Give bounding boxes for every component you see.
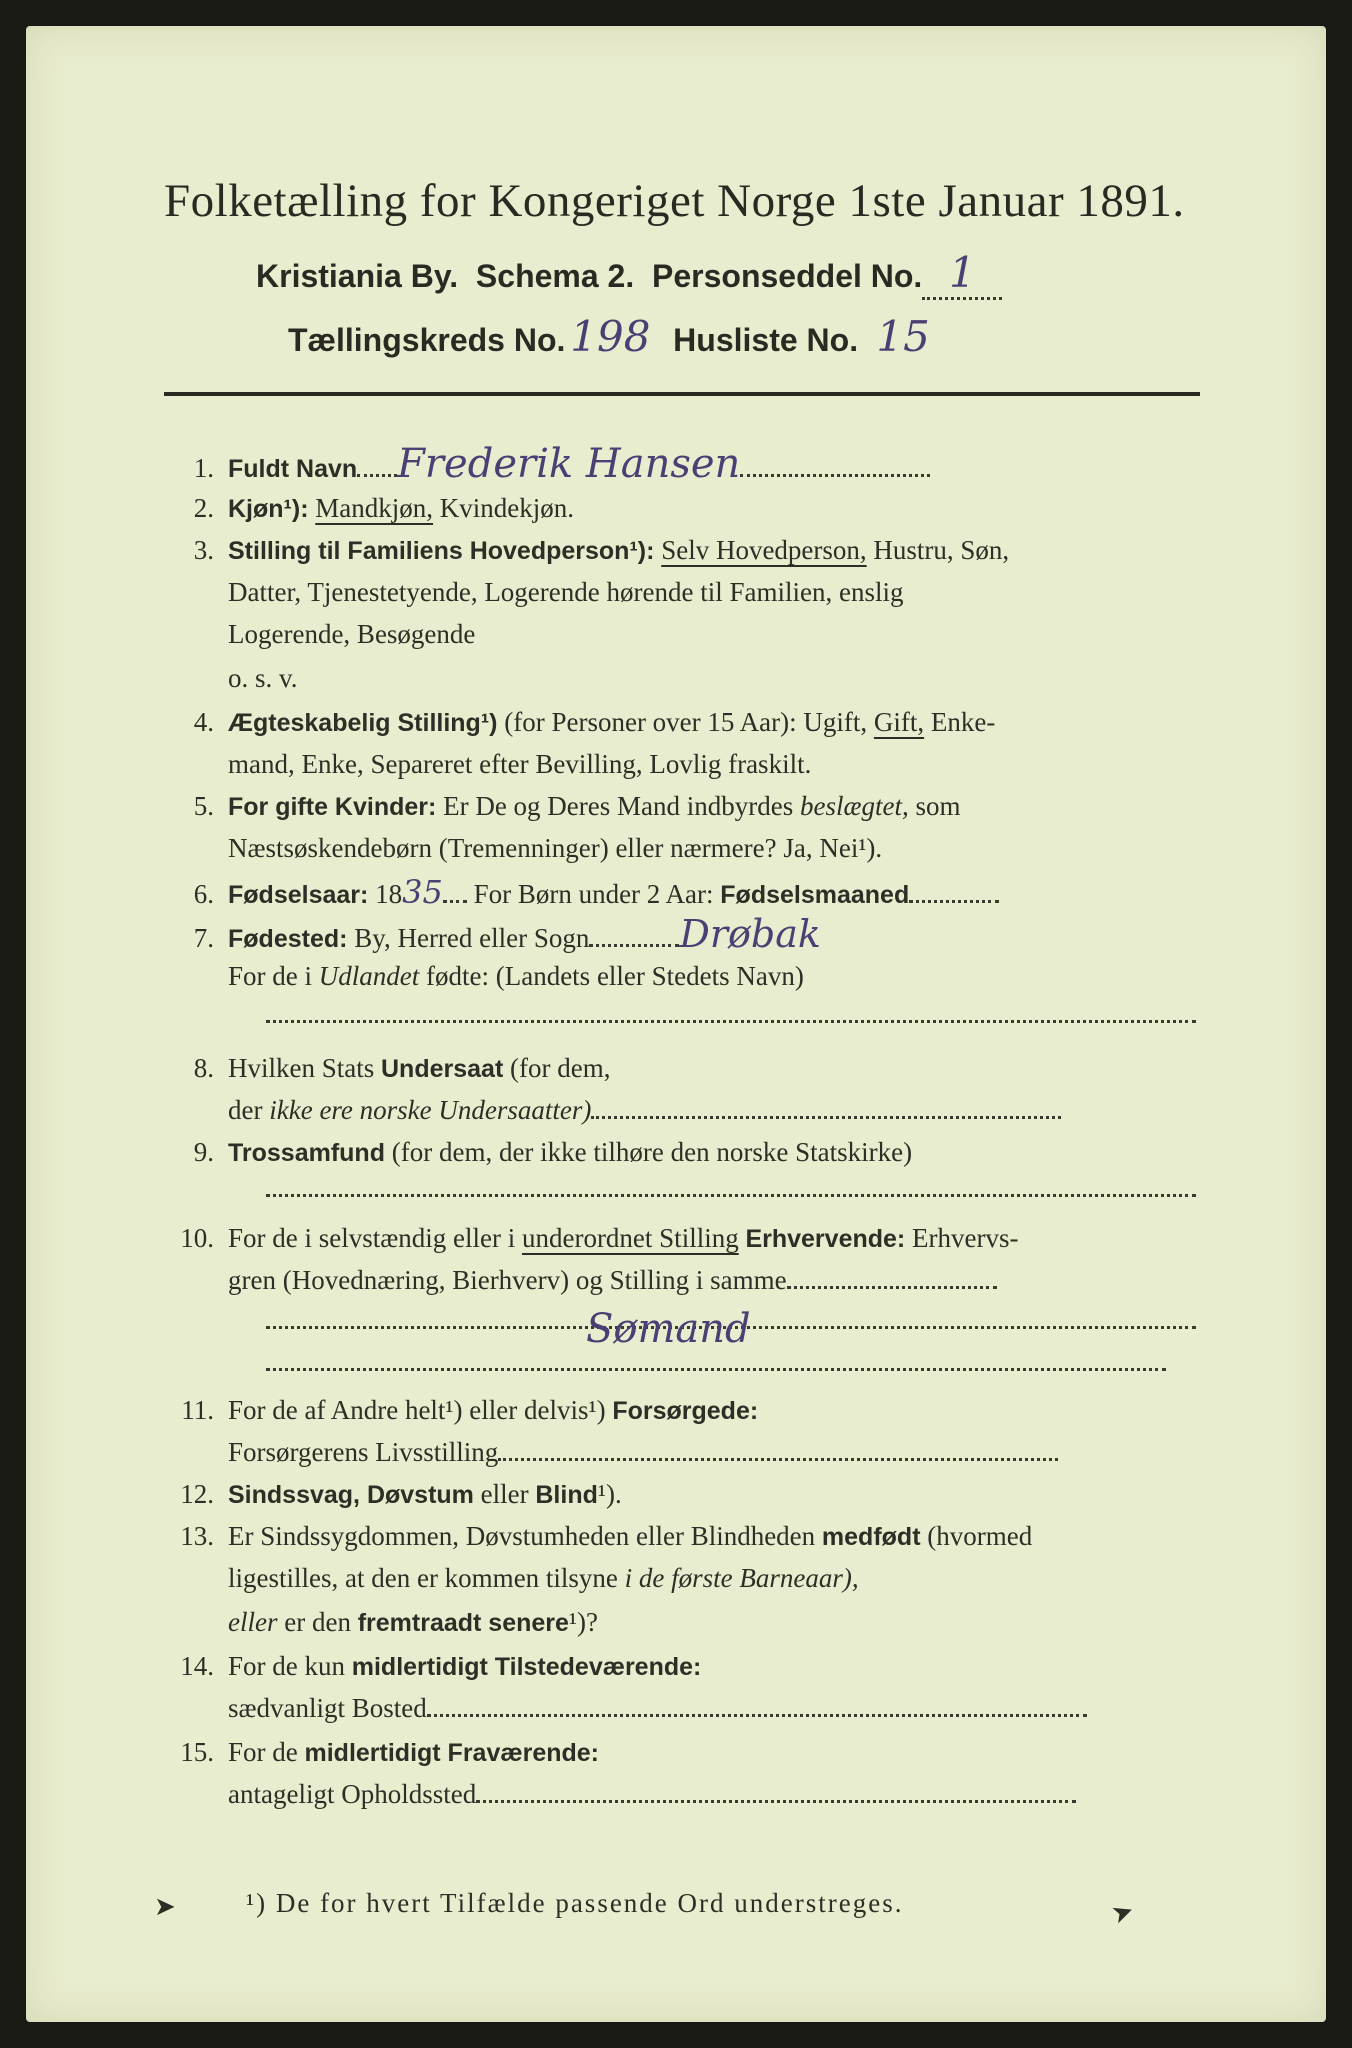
form-subheader xyxy=(256,248,1002,300)
form-title: Folketælling for Kongeriget Norge 1ste Januar 1891. xyxy=(164,175,1185,227)
item-11-supported: 11. For de af Andre helt¹) eller delvis¹) Forsørgede: xyxy=(181,1395,759,1425)
item-13-line-2: ligestilles, at den er kommen tilsyne i de første Barneaar), xyxy=(228,1563,859,1593)
arrow-left-mark: ➤ xyxy=(154,1892,176,1922)
item-10-occupation: 10. For de i selvstændig eller i underordnet Stilling Erhvervende: Erhvervs- xyxy=(180,1223,1019,1253)
occupation-value: Sømand xyxy=(586,1306,751,1352)
item-9-religion: 9. Trossamfund (for dem, der ikke tilhøre den norske Statskirke) xyxy=(193,1137,913,1167)
item-7-line-2: For de i Udlandet fødte: (Landets eller Stedets Navn) xyxy=(228,961,804,991)
header-divider xyxy=(164,392,1200,396)
item-3-line-4: o. s. v. xyxy=(228,663,298,693)
item-9-fill-line xyxy=(266,1192,1196,1197)
item-12-disabilities: 12. Sindssvag, Døvstum eller Blind¹). xyxy=(180,1479,622,1509)
husliste-label: Husliste No. xyxy=(673,322,859,358)
item-6-birth-year: 6. Fødselsaar: 1835 For Børn under 2 Aar: Fødselsmaaned xyxy=(156,872,1206,915)
item-14-temporary-present: 14. For de kun midlertidigt Tilstedeværende: xyxy=(180,1651,702,1681)
kreds-number: 198 xyxy=(570,312,651,361)
position-selected-option: Selv Hovedperson, xyxy=(661,535,867,565)
item-7-fill-line xyxy=(266,1018,1196,1023)
item-3-line-3: Logerende, Besøgende xyxy=(228,619,476,649)
occupation-selected-option: underordnet Stilling xyxy=(521,1223,739,1253)
item-7-birthplace: 7. Fødested: By, Herred eller Sogn Drøbak xyxy=(193,912,821,956)
item-15-line-2: antageligt Opholdssted xyxy=(156,1774,1278,1814)
item-1-full-name: 1. Fuldt Navn Frederik Hansen xyxy=(156,444,1206,489)
husliste-number: 15 xyxy=(876,312,930,361)
item-5-line-2: Næstsøskendebørn (Tremenninger) eller nærmere? Ja, Nei¹). xyxy=(228,833,883,863)
marital-selected-option: Gift, xyxy=(873,707,925,737)
birth-year-value: 35 xyxy=(402,873,443,911)
personseddel-number: 1 xyxy=(922,248,1002,300)
kreds-label: Tællingskreds No. xyxy=(288,322,566,358)
item-10-fill-line-2 xyxy=(266,1366,1166,1371)
item-4-line-2: mand, Enke, Separeret efter Bevilling, Lovlig fraskilt. xyxy=(228,749,812,779)
item-10-line-2: gren (Hovednæring, Bierhverv) og Stilling i samme xyxy=(156,1260,1278,1300)
personseddel-label: Personseddel No. xyxy=(652,258,923,294)
item-13-congenital: 13. Er Sindssygdommen, Døvstumheden eller Blindheden medfødt (hvormed xyxy=(180,1521,1033,1551)
sex-selected-option: Mandkjøn, xyxy=(315,493,434,523)
item-4-marital: 4. Ægteskabelig Stilling¹) (for Personer over 15 Aar): Ugift, Gift, Enke- xyxy=(193,707,996,737)
schema-label: Schema 2. xyxy=(475,258,635,294)
footnote: ¹) De for hvert Tilfælde passende Ord understreges. xyxy=(246,1888,904,1918)
birthplace-value: Drøbak xyxy=(679,912,821,956)
item-3-position: 3. Stilling til Familiens Hovedperson¹): Selv Hovedperson, Hustru, Søn, xyxy=(193,535,1010,565)
item-14-line-2: sædvanligt Bosted xyxy=(156,1688,1278,1728)
item-2-sex: 2. Kjøn¹): Mandkjøn, Kvindekjøn. xyxy=(193,493,575,523)
name-value: Frederik Hansen xyxy=(397,441,741,487)
item-15-temporary-absent: 15. For de midlertidigt Fraværende: xyxy=(180,1737,599,1767)
city-label: Kristiania By. xyxy=(256,258,459,294)
item-11-line-2: Forsørgerens Livsstilling xyxy=(156,1432,1278,1472)
item-3-line-2: Datter, Tjenestetyende, Logerende hørende til Familien, enslig xyxy=(228,577,904,607)
item-8-citizenship: 8. Hvilken Stats Undersaat (for dem, xyxy=(193,1053,611,1083)
arrow-right-mark: ➤ xyxy=(1107,1895,1139,1931)
item-5-married-women: 5. For gifte Kvinder: Er De og Deres Mand indbyrdes beslægtet, som xyxy=(193,791,961,821)
form-subheader-2 xyxy=(288,312,948,361)
item-8-line-2: der ikke ere norske Undersaatter) xyxy=(156,1090,1278,1130)
census-form-sheet xyxy=(26,26,1326,2022)
item-13-line-3: eller er den fremtraadt senere¹)? xyxy=(228,1607,598,1637)
